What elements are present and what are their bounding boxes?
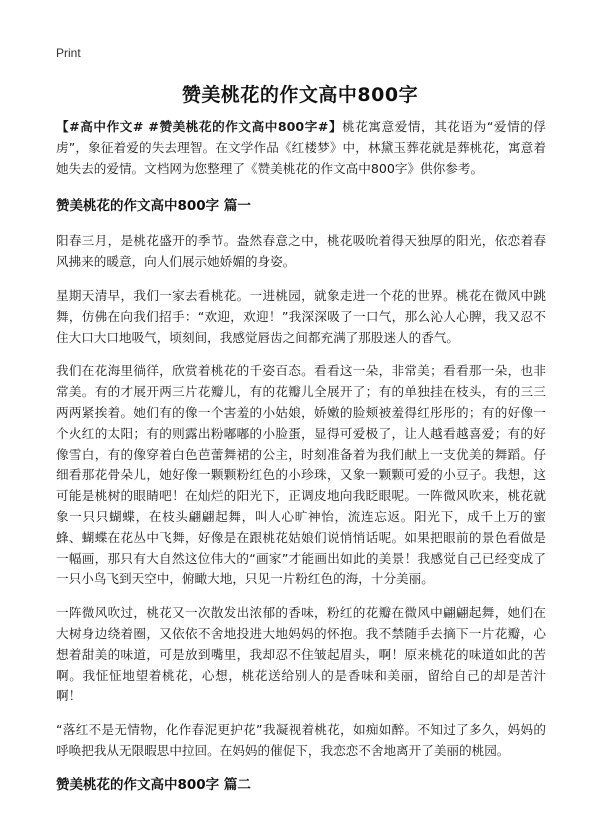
article-body	[56, 117, 546, 795]
print-link[interactable]: Print	[56, 46, 81, 60]
paragraph-3: 我们在花海里徜徉，欣赏着桃花的千姿百态。看看这一朵，非常美；看看那一朵，也非常美。有的才展开两三片花瓣儿，有的花瓣儿全展开了；有的单独挂在枝头，有的三三两两紧挨着。她们有的像一个害羞的小姑娘，娇嫩的脸颊被羞得红彤彤的；有的好像一个火红的太阳；有的则露出粉嘟嘟的小脸蛋，显得可爱极了，让人越看越喜爱；有的好像雪白，有的像穿着白色芭蕾舞裙的公主，时刻准备着为我们献上一支优美的舞蹈。仔细看那花骨朵儿，她好像一颗颗粉红色的小珍珠，又象一颗颗可爱的小豆子。我想，这可能是桃树的眼睛吧！在灿烂的阳光下，正调皮地向我眨眼呢。一阵微风吹来，桃花就象一只只蝴蝶，在枝头翩翩起舞，叫人心旷神怡，流连忘返。阳光下，成千上万的蜜蜂、蝴蝶在花丛中飞舞，好像是在跟桃花姑娘们说悄悄话呢。如果把眼前的景色看做是一幅画，那只有大自然这位伟大的“画家”才能画出如此的美景！我感觉自己已经变成了一只小鸟飞到天空中，俯瞰大地，只见一片粉红色的海，十分美丽。	[56, 363, 546, 587]
paragraph-5: “落红不是无情物，化作春泥更护花”我凝视着桃花，如痴如醉。不知过了多久，妈妈的呼唤把我从无限暇思中拉回。在妈妈的催促下，我恋恋不舍地离开了美丽的桃园。	[56, 722, 546, 758]
paragraph-2: 星期天清早，我们一家去看桃花。一进桃园，就象走进一个花的世界。桃花在微风中跳舞，仿佛在向我们招手：“欢迎，欢迎！”我深深吸了一口气，那么沁人心脾，我又忍不住大口大口地吸气，顷刻间，我感觉唇齿之间都充满了那股迷人的香气。	[56, 287, 546, 345]
paragraph-4: 一阵微风吹过，桃花又一次散发出浓郁的香味，粉红的花瓣在微风中翩翩起舞，她们在大树身边绕着圈，又依依不舍地投进大地妈妈的怀抱。我不禁随手去摘下一片花瓣，心想着甜美的味道，可是放到嘴里，我却忍不住皱起眉头，啊！原来桃花的味道如此的苦啊。我怔怔地望着桃花，心想，桃花送给别人的是香味和美丽，留给自己的却是苦汁啊！	[56, 605, 546, 704]
page-title: 赞美桃花的作文高中800字	[181, 84, 419, 106]
intro-paragraph	[56, 117, 546, 179]
section-heading-1: 赞美桃花的作文高中800字 篇一	[56, 198, 251, 215]
paragraph-1: 阳春三月，是桃花盛开的季节。盎然春意之中，桃花吸吮着得天独厚的阳光，依恋着春风拂来的暖意，向人们展示她娇媚的身姿。	[56, 233, 546, 270]
intro-text: 桃花寓意爱情，其花语为“爱情的俘虏”，象征着爱的失去理智。在文学作品《红楼梦》中，林黛玉葬花就是葬桃花，寓意着她失去的爱情。文档网为您整理了《赞美桃花的作文高中800字》供你参考。	[56, 119, 546, 176]
section-heading-2: 赞美桃花的作文高中800字 篇二	[56, 776, 251, 793]
intro-tags: 【#高中作文# #赞美桃花的作文高中800字#】	[56, 119, 343, 134]
